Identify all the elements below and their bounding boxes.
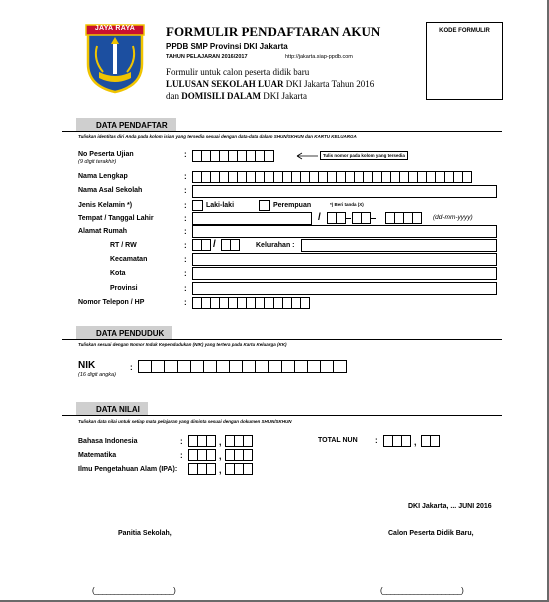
kota-label: Kota xyxy=(110,270,126,277)
digit-box[interactable] xyxy=(203,360,217,373)
digit-box[interactable] xyxy=(294,360,308,373)
rt-rw-slash: / xyxy=(213,239,216,250)
jakarta-emblem-icon xyxy=(85,24,145,94)
digit-box[interactable] xyxy=(230,239,240,251)
matematika-label: Matematika xyxy=(78,452,117,459)
ipa-label: Ilmu Pengetahuan Alam (IPA): xyxy=(78,466,178,473)
calon-label: Calon Peserta Didik Baru, xyxy=(388,530,474,537)
description-rest-1: DKI Jakarta Tahun 2016 xyxy=(283,79,375,89)
description-rest-2: DKI Jakarta xyxy=(261,91,307,101)
section-divider-nilai xyxy=(62,415,502,416)
tanggal-lahir-year[interactable] xyxy=(385,212,421,224)
digit-box[interactable] xyxy=(151,360,165,373)
perempuan-label: Perempuan xyxy=(273,202,312,209)
date-separator xyxy=(370,218,376,219)
no-peserta-hint: Tulis nomor pada kolom yang tersedia xyxy=(320,151,408,160)
colon: : xyxy=(130,363,133,372)
total-score-int[interactable] xyxy=(383,435,410,447)
digit-box[interactable] xyxy=(268,360,282,373)
description-pre-3: dan xyxy=(166,91,182,101)
beri-tanda-note: *) Beri tanda (X) xyxy=(330,202,364,207)
digit-box[interactable] xyxy=(412,212,422,224)
date-format-hint: (dd-mm-yyyy) xyxy=(433,214,473,221)
description-bold-1: LULUSAN SEKOLAH LUAR xyxy=(166,79,284,89)
digit-box[interactable] xyxy=(401,435,411,447)
jakarta-logo xyxy=(85,24,145,94)
colon: : xyxy=(184,214,187,223)
total-score-dec[interactable] xyxy=(421,435,439,447)
kode-formulir-box[interactable] xyxy=(426,22,503,100)
digit-box[interactable] xyxy=(264,150,274,162)
colon: : xyxy=(180,451,183,460)
ipa-score-int[interactable] xyxy=(188,463,215,475)
form-title: FORMULIR PENDAFTARAN AKUN xyxy=(166,24,381,39)
ipa-score-dec[interactable] xyxy=(225,463,252,475)
digit-box[interactable] xyxy=(177,360,191,373)
colon: : xyxy=(184,172,187,181)
colon: : xyxy=(184,255,187,264)
description-bold-2: DOMISILI DALAM xyxy=(181,91,262,101)
description-line-1: Formulir untuk calon peserta didik baru xyxy=(166,67,310,77)
colon: : xyxy=(184,150,187,159)
signature-line-right[interactable]: (____________________) xyxy=(380,586,464,595)
decimal-comma: , xyxy=(414,437,417,447)
digit-box[interactable] xyxy=(300,297,310,309)
kelurahan-field[interactable] xyxy=(301,239,497,252)
nama-sekolah-field[interactable] xyxy=(192,185,497,198)
telepon-label: Nomor Telepon / HP xyxy=(78,299,145,306)
nilai-instructions: Tuliskan data nilai untuk setiap mata pelajaran yang diminta sesuai dengan dokumen SHUN/SKHUN xyxy=(78,419,292,424)
colon: : xyxy=(375,436,378,445)
nik-sublabel: (16 digit angka) xyxy=(78,372,116,378)
char-box[interactable] xyxy=(462,171,472,183)
colon: : xyxy=(180,437,183,446)
digit-box[interactable] xyxy=(281,360,295,373)
digit-box[interactable] xyxy=(138,360,152,373)
academic-year: TAHUN PELAJARAN 2016/2017 xyxy=(166,54,248,60)
provinsi-field[interactable] xyxy=(192,282,497,295)
kota-field[interactable] xyxy=(192,267,497,280)
rw-boxes[interactable] xyxy=(221,239,239,251)
section-title-penduduk: DATA PENDUDUK xyxy=(76,326,172,340)
colon: : xyxy=(184,201,187,210)
kecamatan-field[interactable] xyxy=(192,253,497,266)
digit-box[interactable] xyxy=(206,463,216,475)
digit-box[interactable] xyxy=(242,360,256,373)
section-divider-pendaftar xyxy=(62,131,502,132)
tanggal-lahir-month[interactable] xyxy=(352,212,370,224)
digit-box[interactable] xyxy=(243,463,253,475)
description-line-2 xyxy=(166,79,374,89)
section-divider-penduduk xyxy=(62,339,502,340)
rt-boxes[interactable] xyxy=(192,239,210,251)
total-nun-label: TOTAL NUN xyxy=(318,437,358,444)
telepon-boxes[interactable] xyxy=(192,297,309,309)
nik-label: NIK xyxy=(78,360,96,371)
nik-boxes[interactable] xyxy=(138,360,346,373)
section-title-pendaftar: DATA PENDAFTAR xyxy=(76,118,176,132)
colon: : xyxy=(184,298,187,307)
perempuan-checkbox[interactable] xyxy=(259,200,270,211)
digit-box[interactable] xyxy=(206,449,216,461)
colon: : xyxy=(184,241,187,250)
decimal-comma: , xyxy=(219,437,222,447)
kode-formulir-label: KODE FORMULIR xyxy=(439,28,490,34)
decimal-comma: , xyxy=(219,451,222,461)
alamat-label: Alamat Rumah xyxy=(78,228,128,235)
signature-date: DKI Jakarta, ... JUNI 2016 xyxy=(408,503,492,510)
colon: : xyxy=(184,186,187,195)
bahasa-score-int[interactable] xyxy=(188,435,215,447)
signature-line-left[interactable]: (____________________) xyxy=(92,586,176,595)
nama-lengkap-label: Nama Lengkap xyxy=(78,173,128,180)
section-title-nilai: DATA NILAI xyxy=(76,402,148,416)
form-subtitle: PPDB SMP Provinsi DKI Jakarta xyxy=(166,42,288,51)
nama-lengkap-boxes[interactable] xyxy=(192,171,471,183)
bahasa-indonesia-label: Bahasa Indonesia xyxy=(78,438,138,445)
laki-laki-label: Laki-laki xyxy=(206,202,235,209)
bahasa-score-dec[interactable] xyxy=(225,435,252,447)
digit-box[interactable] xyxy=(243,449,253,461)
no-peserta-sublabel: (9 digit terakhir) xyxy=(78,159,117,165)
colon: : xyxy=(184,269,187,278)
decimal-comma: , xyxy=(219,465,222,475)
tanggal-lahir-day[interactable] xyxy=(327,212,345,224)
colon: : xyxy=(184,284,187,293)
tempat-lahir-field[interactable] xyxy=(192,212,312,225)
matematika-score-int[interactable] xyxy=(188,449,215,461)
ttl-label: Tempat / Tanggal Lahir xyxy=(78,215,154,222)
digit-box[interactable] xyxy=(243,435,253,447)
logo-text: JAYA RAYA xyxy=(94,25,136,32)
nama-sekolah-label: Nama Asal Sekolah xyxy=(78,187,143,194)
website-url: http://jakarta.siap-ppdb.com xyxy=(285,54,353,60)
matematika-score-dec[interactable] xyxy=(225,449,252,461)
penduduk-instructions: Tuliskan sesuai dengan Nomor Induk Kependudukan (NIK) yang tertera pada Kartu Keluarga (KK) xyxy=(78,342,287,347)
digit-box[interactable] xyxy=(190,360,204,373)
digit-box[interactable] xyxy=(164,360,178,373)
digit-box[interactable] xyxy=(216,360,230,373)
date-separator xyxy=(345,218,351,219)
colon: : xyxy=(184,227,187,236)
digit-box[interactable] xyxy=(333,360,347,373)
digit-box[interactable] xyxy=(430,435,440,447)
no-peserta-label: No Peserta Ujian xyxy=(78,151,134,158)
kelurahan-label: Kelurahan : xyxy=(256,242,295,249)
kecamatan-label: Kecamatan xyxy=(110,256,148,263)
pendaftar-instructions: Tuliskan identitas diri Anda pada kolom isian yang tersedia sesuai dengan data-data dalam SHUN/SKHUN dan KARTU KELUARGA xyxy=(78,134,357,139)
description-line-3 xyxy=(166,91,307,101)
digit-box[interactable] xyxy=(229,360,243,373)
digit-box[interactable] xyxy=(307,360,321,373)
alamat-field[interactable] xyxy=(192,225,497,238)
digit-box[interactable] xyxy=(201,239,211,251)
digit-box[interactable] xyxy=(255,360,269,373)
digit-box[interactable] xyxy=(206,435,216,447)
jenis-kelamin-label: Jenis Kelamin *) xyxy=(78,202,133,209)
panitia-label: Panitia Sekolah, xyxy=(118,530,172,537)
rt-rw-label: RT / RW xyxy=(110,242,137,249)
arrow-left-icon xyxy=(296,152,320,160)
laki-laki-checkbox[interactable] xyxy=(192,200,203,211)
digit-box[interactable] xyxy=(320,360,334,373)
ttl-slash: / xyxy=(318,212,321,223)
no-peserta-boxes[interactable] xyxy=(192,150,273,162)
provinsi-label: Provinsi xyxy=(110,285,138,292)
